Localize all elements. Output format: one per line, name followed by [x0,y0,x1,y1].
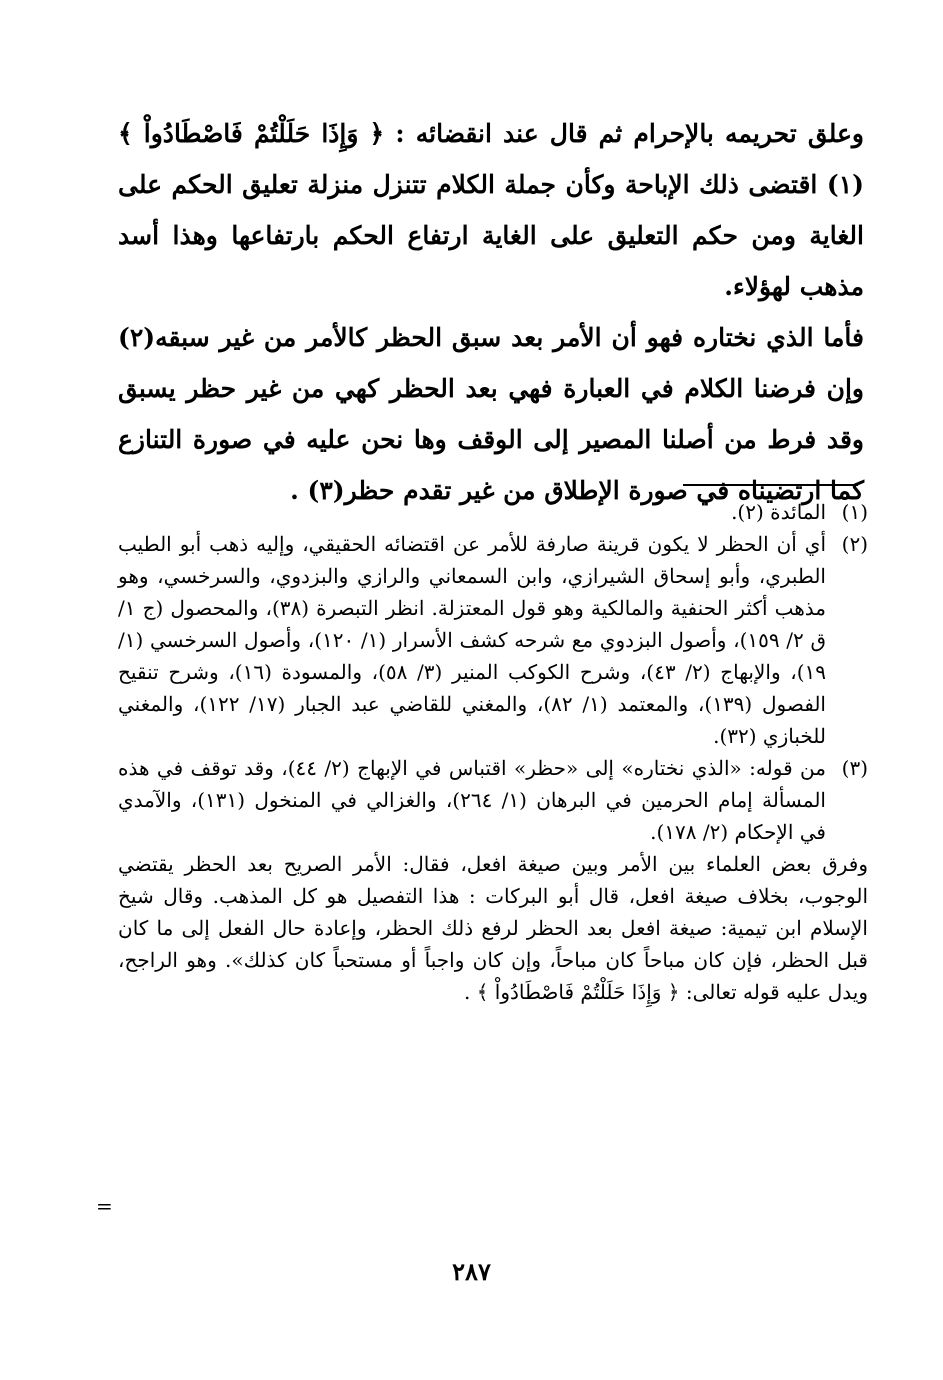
footnote-text [118,496,826,528]
footnote-text [118,528,826,752]
footnote-2 [118,528,868,752]
footnote-paragraph: المائدة (٢). [731,500,826,524]
footnote-number: (٢) [841,532,868,556]
page-number: ٢٨٧ [452,1257,491,1286]
footnote-number: (١) [841,500,868,524]
footnote-separator [683,484,858,486]
footnote-1 [118,496,868,528]
continuation-mark: = [96,1194,113,1218]
footnote-text [118,752,826,848]
footnote-3 [118,752,868,848]
footnote-paragraph: أي أن الحظر لا يكون قرينة صارفة للأمر عن اقتضائه الحقيقي، وإليه ذهب أبو الطيب الطبري، وأبو إسحاق الشيرازي، وابن السمعاني والرازي والبزدوي، والسرخسي، وهو مذهب أكثر الحنفية والمالكية وهو قول المعتزلة. انظر التبصرة (٣٨)، والمحصول (ج ١/ ق ٢/ ١٥٩)، وأصول البزدوي مع شرحه كشف الأسرار (١/ ١٢٠)، وأصول السرخسي (١/ ١٩)، والإبهاج (٢/ ٤٣)، وشرح الكوكب المنير (٣/ ٥٨)، والمسودة (١٦)، وشرح تنقيح الفصول (١٣٩)، والمعتمد (١/ ٨٢)، والمغني للقاضي عبد الجبار (١٧/ ١٢٢)، والمغني للخبازي (٣٢). [118,532,827,748]
main-text [118,108,864,516]
footnote-paragraph: من قوله: «الذي نختاره» إلى «حظر» اقتباس في الإبهاج (٢/ ٤٤)، وقد توقف في هذه المسألة إمام الحرمين في البرهان (١/ ٢٦٤)، والغزالي في المنخول (١٣١)، والآمدي في الإحكام (٢/ ١٧٨). [118,756,826,844]
main-paragraph-1: وعلق تحريمه بالإحرام ثم قال عند انقضائه : ﴿ وَإِذَا حَلَلْتُمْ فَاصْطَادُواْ ﴾(١) اقتضى ذلك الإباحة وكأن جملة الكلام تتنزل منزلة تعليق الحكم على الغاية ومن حكم التعليق على الغاية ارتفاع الحكم بارتفاعها وهذا أسد مذهب لهؤلاء. [118,119,864,301]
footnote-continuation: وفرق بعض العلماء بين الأمر وبين صيغة افعل، فقال: الأمر الصريح بعد الحظر يقتضي الوجوب، بخلاف صيغة افعل، قال أبو البركات : هذا التفصيل هو كل المذهب. وقال شيخ الإسلام ابن تيمية: صيغة افعل بعد الحظر لرفع ذلك الحظر، وإعادة حال الفعل إلى ما كان قبل الحظر، فإن كان مباحاً كان مباحاً، وإن كان واجباً أو مستحباً كان كذلك». وهو الراجح، ويدل عليه قوله تعالى: ﴿ وَإِذَا حَلَلْتُمْ فَاصْطَادُواْ ﴾ . [118,852,868,1004]
footnotes [118,496,868,1008]
footnote-number: (٣) [841,756,868,780]
main-paragraph-2: فأما الذي نختاره فهو أن الأمر بعد سبق الحظر كالأمر من غير سبقه(٢) وإن فرضنا الكلام في العبارة فهي بعد الحظر كهي من غير حظر يسبق وقد فرط من أصلنا المصير إلى الوقف وها نحن عليه في صورة التنازع كما ارتضيناه في صورة الإطلاق من غير تقدم حظر(٣) . [118,323,864,505]
